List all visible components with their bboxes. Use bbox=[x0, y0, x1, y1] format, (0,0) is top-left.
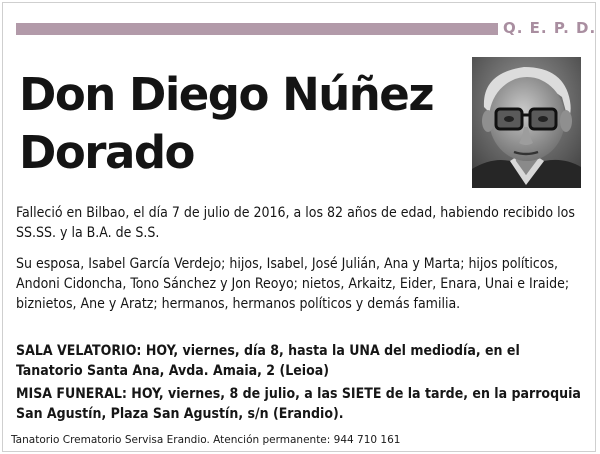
funeral-home-footer: Tanatorio Crematorio Servisa Erandio. Atención permanente: 944 710 161 bbox=[11, 434, 401, 446]
name-line-2: Dorado bbox=[19, 126, 194, 179]
name-line-1: Don Diego Núñez bbox=[19, 68, 434, 121]
death-notice-paragraph: Falleció en Bilbao, el día 7 de julio de 2016, a los 82 años de edad, habiendo recibido los SS.SS. y la B.A. de S.S. bbox=[16, 205, 575, 241]
funeral-info: MISA FUNERAL: HOY, viernes, 8 de julio, a las SIETE de la tarde, en la parroquia San Agustín, Plaza San Agustín, s/n (Erandio). bbox=[16, 386, 581, 422]
velatorio-info: SALA VELATORIO: HOY, viernes, día 8, hasta la UNA del mediodía, en el Tanatorio Santa Ana, Avda. Amaia, 2 (Leioa) bbox=[16, 343, 520, 379]
deceased-name bbox=[19, 66, 459, 182]
family-paragraph: Su esposa, Isabel García Verdejo; hijos, Isabel, José Julián, Ana y Marta; hijos políticos, Andoni Cidoncha, Tono Sánchez y Jon Reoyo; nietos, Arkaitz, Eider, Enara, Unai e Iraide; biznietos, Ane y Aratz; hermanos, hermanos políticos y demás familia. bbox=[16, 256, 570, 312]
header-bar bbox=[16, 23, 498, 35]
qepd-label: Q. E. P. D. bbox=[503, 19, 597, 37]
portrait-photo bbox=[472, 57, 581, 188]
